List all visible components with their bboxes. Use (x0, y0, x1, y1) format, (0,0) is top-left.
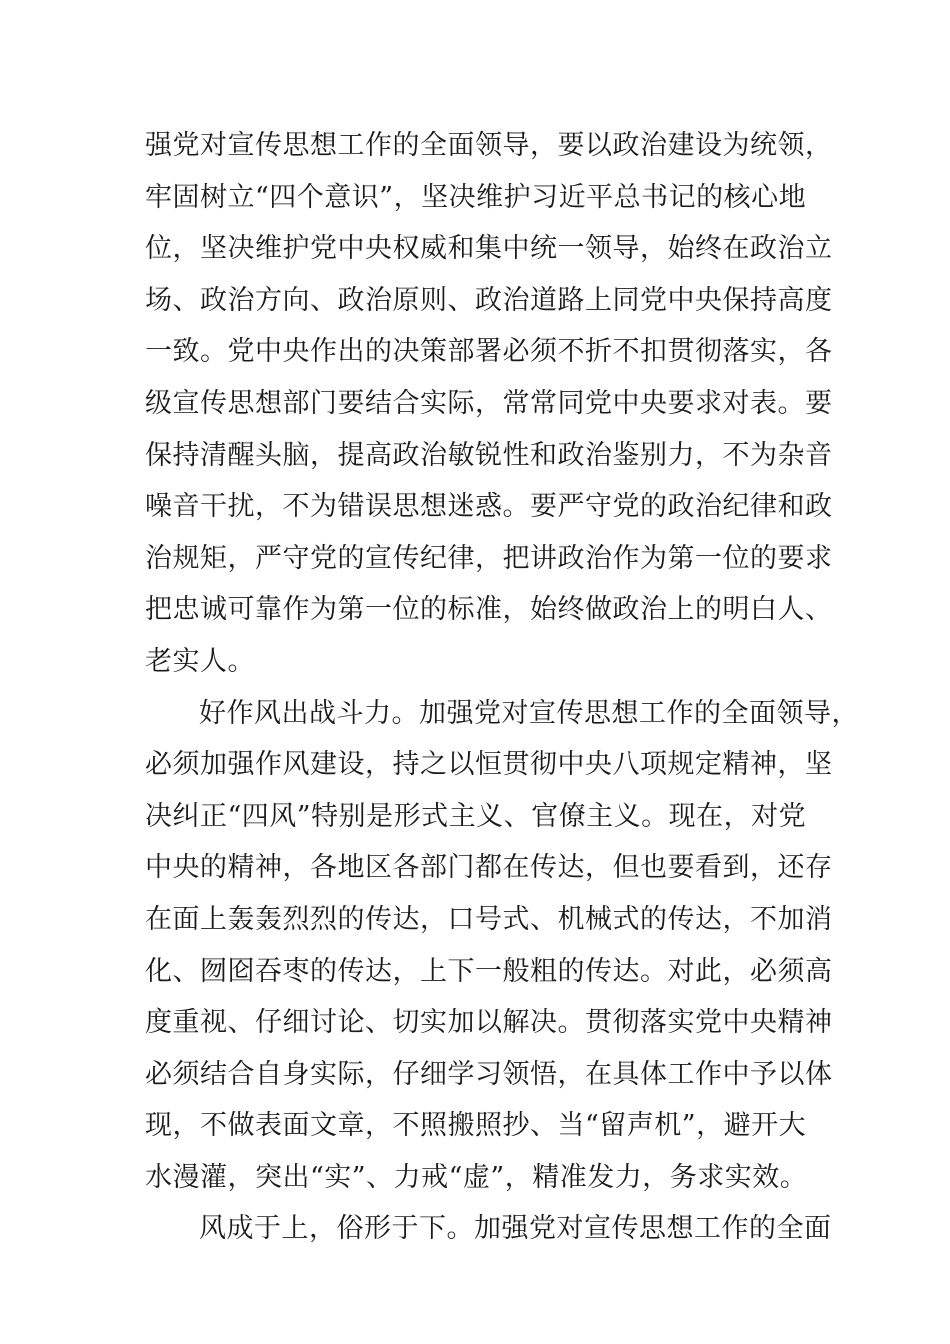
text-line: 噪音干扰，不为错误思想迷惑。要严守党的政治纪律和政 (145, 491, 833, 523)
text-line: 老实人。 (145, 645, 255, 677)
text-line: 好作风出战斗力。加强党对宣传思想工作的全面领导， (199, 697, 859, 729)
text-line: 保持清醒头脑，提高政治敏锐性和政治鉴别力，不为杂音 (145, 439, 833, 471)
text-line: 现，不做表面文章，不照搬照抄、当“留声机”，避开大 (145, 1110, 807, 1142)
text-line: 位，坚决维护党中央权威和集中统一领导，始终在政治立 (145, 233, 833, 265)
text-line: 级宣传思想部门要结合实际，常常同党中央要求对表。要 (145, 387, 833, 419)
text-line: 在面上轰轰烈烈的传达，口号式、机械式的传达，不加消 (145, 903, 833, 935)
text-line: 风成于上，俗形于下。加强党对宣传思想工作的全面 (199, 1213, 832, 1245)
text-line: 水漫灌，突出“实”、力戒“虚”，精准发力，务求实效。 (145, 1161, 808, 1193)
body-text (145, 120, 859, 1255)
text-line: 中央的精神，各地区各部门都在传达，但也要看到，还存 (145, 852, 833, 884)
text-line: 必须加强作风建设，持之以恒贯彻中央八项规定精神，坚 (145, 749, 833, 781)
text-line: 化、囫囵吞枣的传达，上下一般粗的传达。对此，必须高 (145, 955, 833, 987)
text-line: 决纠正“四风”特别是形式主义、官僚主义。现在，对党 (145, 800, 807, 832)
text-line: 治规矩，严守党的宣传纪律，把讲政治作为第一位的要求 (145, 542, 833, 574)
text-line: 一致。党中央作出的决策部署必须不折不扣贯彻落实，各 (145, 336, 833, 368)
text-line: 必须结合自身实际，仔细学习领悟，在具体工作中予以体 (145, 1058, 833, 1090)
text-line: 强党对宣传思想工作的全面领导，要以政治建设为统领， (145, 130, 833, 161)
text-line: 把忠诚可靠作为第一位的标准，始终做政治上的明白人、 (145, 594, 833, 626)
text-line: 场、政治方向、政治原则、政治道路上同党中央保持高度 (145, 284, 833, 316)
text-line: 度重视、仔细讨论、切实加以解决。贯彻落实党中央精神 (145, 1007, 833, 1039)
text-line: 牢固树立“四个意识”，坚决维护习近平总书记的核心地 (145, 181, 807, 213)
